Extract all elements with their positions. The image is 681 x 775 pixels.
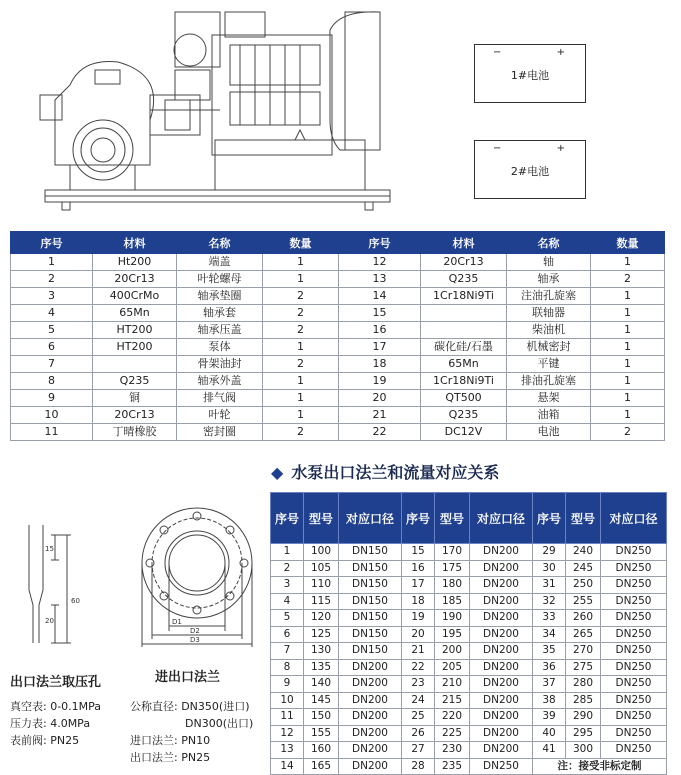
table-cell: 14 (339, 288, 421, 305)
table-cell: 2 (263, 322, 339, 339)
flange-caption: 进出口法兰 (155, 670, 221, 685)
table-cell: DN150 (339, 560, 402, 577)
table-cell: 27 (402, 742, 435, 759)
table-row (11, 288, 665, 305)
table-cell: 36 (533, 659, 566, 676)
table-cell: 140 (304, 676, 339, 693)
flange-drawing (130, 493, 270, 651)
table-cell: 1Cr18Ni9Ti (421, 288, 507, 305)
table-cell: 110 (304, 577, 339, 594)
table-cell: 1 (11, 254, 93, 271)
table-cell: 2 (263, 288, 339, 305)
table-cell: 37 (533, 676, 566, 693)
table-row (11, 373, 665, 390)
table-cell: 12 (271, 725, 304, 742)
battery-2 (474, 140, 586, 199)
table-cell: 1 (591, 356, 665, 373)
parts-table-header (11, 232, 665, 254)
spec-outlet-diameter: DN300(出口) (185, 717, 254, 730)
spec-gauge-valve: 表前阀: PN25 (10, 734, 80, 747)
table-cell: DN200 (339, 725, 402, 742)
table-cell: 柴油机 (507, 322, 591, 339)
table-row (271, 544, 667, 561)
table-cell: 185 (435, 593, 470, 610)
table-cell: 220 (435, 709, 470, 726)
table-cell: 25 (402, 709, 435, 726)
table-cell: 2 (263, 305, 339, 322)
table-cell: 泵体 (177, 339, 263, 356)
table-cell: 1 (591, 390, 665, 407)
table-cell: 18 (339, 356, 421, 373)
table-cell: DN250 (601, 643, 667, 660)
col-header-model: 型号 (566, 493, 601, 544)
table-cell: 2 (591, 424, 665, 441)
battery-label: 1#电池 (510, 69, 550, 82)
table-cell: 轴承套 (177, 305, 263, 322)
table-cell: Q235 (93, 373, 177, 390)
table-cell: 1 (263, 407, 339, 424)
dim-label: 15 (45, 545, 54, 553)
table-cell: 叶轮 (177, 407, 263, 424)
table-cell: 1 (591, 339, 665, 356)
table-cell: DN150 (339, 643, 402, 660)
table-cell: 39 (533, 709, 566, 726)
table-cell: DN200 (470, 742, 533, 759)
col-header-material: 材料 (421, 232, 507, 254)
table-cell: Q235 (421, 271, 507, 288)
table-cell: DN200 (470, 593, 533, 610)
table-cell: 端盖 (177, 254, 263, 271)
custom-note: 注：接受非标定制 (533, 758, 667, 775)
table-cell (421, 305, 507, 322)
table-cell: 10 (271, 692, 304, 709)
flow-table-header (271, 493, 667, 544)
table-cell: 295 (566, 725, 601, 742)
flange-flow-table (270, 492, 667, 775)
table-cell: 14 (271, 758, 304, 775)
col-header-caliber: 对应口径 (601, 493, 667, 544)
table-cell: 30 (533, 560, 566, 577)
table-cell: 4 (271, 593, 304, 610)
col-header-index: 序号 (271, 493, 304, 544)
table-cell: 1 (591, 407, 665, 424)
table-cell: DN200 (339, 758, 402, 775)
table-cell: DN200 (470, 725, 533, 742)
table-cell: 215 (435, 692, 470, 709)
table-row (271, 643, 667, 660)
table-cell (93, 356, 177, 373)
table-cell: 2 (11, 271, 93, 288)
table-cell: 20Cr13 (93, 271, 177, 288)
table-cell: 密封圈 (177, 424, 263, 441)
dim-label: D1 (172, 618, 182, 626)
table-cell: 115 (304, 593, 339, 610)
table-cell: 32 (533, 593, 566, 610)
battery-plus-icon: + (556, 47, 565, 58)
battery-minus-icon: − (493, 47, 502, 58)
table-cell: 280 (566, 676, 601, 693)
table-cell: 注油孔旋塞 (507, 288, 591, 305)
table-cell: 205 (435, 659, 470, 676)
table-cell: DN200 (470, 560, 533, 577)
table-row (11, 271, 665, 288)
table-cell: 1 (591, 322, 665, 339)
table-cell: DN200 (339, 709, 402, 726)
table-cell: 65Mn (421, 356, 507, 373)
table-cell: 21 (402, 643, 435, 660)
parts-table (10, 231, 665, 441)
col-header-caliber: 对应口径 (470, 493, 533, 544)
section-title (271, 460, 499, 483)
table-row (11, 322, 665, 339)
table-cell: 285 (566, 692, 601, 709)
battery-plus-icon: + (556, 143, 565, 154)
col-header-caliber: 对应口径 (339, 493, 402, 544)
spec-nominal-diameter: 公称直径: DN350(进口) (130, 700, 250, 713)
table-cell: 8 (11, 373, 93, 390)
col-header-index: 序号 (339, 232, 421, 254)
table-row (271, 725, 667, 742)
table-cell: 190 (435, 610, 470, 627)
table-cell: 排气阀 (177, 390, 263, 407)
col-header-index: 序号 (533, 493, 566, 544)
table-cell: 电池 (507, 424, 591, 441)
table-cell: 20Cr13 (421, 254, 507, 271)
col-header-name: 名称 (177, 232, 263, 254)
dim-label: 60 (71, 597, 80, 605)
table-cell: DN250 (470, 758, 533, 775)
table-cell: 290 (566, 709, 601, 726)
table-cell: 24 (402, 692, 435, 709)
table-cell: 150 (304, 709, 339, 726)
dim-label: 20 (45, 617, 54, 625)
table-row (271, 593, 667, 610)
table-cell: 1 (263, 271, 339, 288)
table-cell: 17 (402, 577, 435, 594)
table-cell: 1 (263, 254, 339, 271)
battery-minus-icon: − (493, 143, 502, 154)
table-cell: 丁晴橡胶 (93, 424, 177, 441)
table-cell: 轴承 (507, 271, 591, 288)
col-header-index: 序号 (11, 232, 93, 254)
table-cell: 1 (263, 390, 339, 407)
table-cell: DN150 (339, 577, 402, 594)
table-cell: DN200 (339, 676, 402, 693)
table-cell: 1 (263, 339, 339, 356)
table-cell: 5 (11, 322, 93, 339)
table-cell: 230 (435, 742, 470, 759)
table-cell: DN250 (601, 659, 667, 676)
table-cell: 2 (263, 424, 339, 441)
table-row (271, 742, 667, 759)
table-cell: 170 (435, 544, 470, 561)
table-cell: 22 (402, 659, 435, 676)
table-cell: 17 (339, 339, 421, 356)
col-header-quantity: 数量 (591, 232, 665, 254)
table-cell: 22 (339, 424, 421, 441)
table-cell: DN250 (601, 577, 667, 594)
table-cell: 5 (271, 610, 304, 627)
table-cell: DN250 (601, 610, 667, 627)
table-cell: 130 (304, 643, 339, 660)
col-header-index: 序号 (402, 493, 435, 544)
table-cell: 21 (339, 407, 421, 424)
table-cell: 15 (339, 305, 421, 322)
table-cell: 11 (11, 424, 93, 441)
table-cell: QT500 (421, 390, 507, 407)
table-cell: 4 (11, 305, 93, 322)
table-cell: 255 (566, 593, 601, 610)
table-cell: 65Mn (93, 305, 177, 322)
table-cell: 100 (304, 544, 339, 561)
table-cell: 1 (271, 544, 304, 561)
table-cell: DN150 (339, 610, 402, 627)
table-cell: 245 (566, 560, 601, 577)
pressure-hole-caption: 出口法兰取压孔 (10, 675, 102, 690)
dim-label: D3 (190, 636, 200, 644)
table-row (271, 676, 667, 693)
table-cell: 35 (533, 643, 566, 660)
table-cell: 排油孔旋塞 (507, 373, 591, 390)
table-cell: 20 (402, 626, 435, 643)
table-cell: DN200 (339, 742, 402, 759)
table-cell: 18 (402, 593, 435, 610)
table-cell: 38 (533, 692, 566, 709)
table-cell: 轴 (507, 254, 591, 271)
table-cell: 叶轮螺母 (177, 271, 263, 288)
table-cell: DN250 (601, 544, 667, 561)
table-cell: 270 (566, 643, 601, 660)
table-cell: 骨架油封 (177, 356, 263, 373)
table-cell: 225 (435, 725, 470, 742)
table-cell: 13 (339, 271, 421, 288)
table-cell: 260 (566, 610, 601, 627)
table-cell: 240 (566, 544, 601, 561)
table-cell: 轴承垫圈 (177, 288, 263, 305)
table-row (11, 407, 665, 424)
table-cell: DN200 (470, 626, 533, 643)
table-row (271, 659, 667, 676)
table-row (271, 692, 667, 709)
table-cell: 13 (271, 742, 304, 759)
table-row (11, 254, 665, 271)
table-cell: 7 (271, 643, 304, 660)
col-header-model: 型号 (304, 493, 339, 544)
table-cell: DN250 (601, 626, 667, 643)
table-row (271, 610, 667, 627)
table-cell: 34 (533, 626, 566, 643)
table-cell: 2 (263, 356, 339, 373)
table-cell: 19 (402, 610, 435, 627)
table-cell: 12 (339, 254, 421, 271)
table-cell: 33 (533, 610, 566, 627)
table-cell: DN200 (470, 676, 533, 693)
table-cell: 19 (339, 373, 421, 390)
table-cell: 275 (566, 659, 601, 676)
table-cell: DN200 (339, 692, 402, 709)
table-cell: DN200 (470, 610, 533, 627)
table-row (271, 577, 667, 594)
table-cell: 1Cr18Ni9Ti (421, 373, 507, 390)
spec-vacuum-gauge: 真空表: 0-0.1MPa (10, 700, 102, 713)
table-cell: 碳化硅/石墨 (421, 339, 507, 356)
table-cell: 28 (402, 758, 435, 775)
table-cell: 165 (304, 758, 339, 775)
table-cell: DN250 (601, 725, 667, 742)
table-cell: DN150 (339, 626, 402, 643)
table-cell: 悬架 (507, 390, 591, 407)
table-cell: 平键 (507, 356, 591, 373)
table-cell: 41 (533, 742, 566, 759)
table-cell: 40 (533, 725, 566, 742)
table-row (271, 758, 667, 775)
table-cell: DN250 (601, 692, 667, 709)
table-cell: 265 (566, 626, 601, 643)
table-cell: DN200 (470, 544, 533, 561)
table-cell: 11 (271, 709, 304, 726)
table-cell: HT200 (93, 322, 177, 339)
table-cell: 轴承外盖 (177, 373, 263, 390)
table-cell: 210 (435, 676, 470, 693)
table-cell: 135 (304, 659, 339, 676)
table-cell: 机械密封 (507, 339, 591, 356)
col-header-material: 材料 (93, 232, 177, 254)
table-cell: DN200 (470, 692, 533, 709)
pressure-hole-drawing (15, 515, 95, 655)
table-cell: 3 (11, 288, 93, 305)
table-cell: DC12V (421, 424, 507, 441)
table-cell: DN200 (470, 659, 533, 676)
table-cell: 9 (271, 676, 304, 693)
table-cell: 16 (339, 322, 421, 339)
table-cell: 轴承压盖 (177, 322, 263, 339)
table-cell: 160 (304, 742, 339, 759)
table-cell: 1 (591, 373, 665, 390)
table-cell: 300 (566, 742, 601, 759)
table-row (11, 305, 665, 322)
table-cell: 20 (339, 390, 421, 407)
table-cell: DN250 (601, 742, 667, 759)
table-cell: DN250 (601, 560, 667, 577)
table-cell: 油箱 (507, 407, 591, 424)
table-cell: 铜 (93, 390, 177, 407)
table-row (271, 626, 667, 643)
table-cell: Ht200 (93, 254, 177, 271)
table-cell: 155 (304, 725, 339, 742)
table-cell: 20Cr13 (93, 407, 177, 424)
table-cell: 120 (304, 610, 339, 627)
table-cell: 29 (533, 544, 566, 561)
spec-outlet-flange: 出口法兰: PN25 (130, 751, 211, 764)
dim-label: D2 (190, 627, 200, 635)
section-title-text: 水泵出口法兰和流量对应关系 (291, 463, 500, 482)
table-cell: DN150 (339, 593, 402, 610)
table-cell: 9 (11, 390, 93, 407)
table-cell (421, 322, 507, 339)
col-header-name: 名称 (507, 232, 591, 254)
table-cell: 1 (591, 254, 665, 271)
diamond-icon: ◆ (271, 463, 284, 482)
table-cell: 145 (304, 692, 339, 709)
table-cell: DN250 (601, 593, 667, 610)
col-header-quantity: 数量 (263, 232, 339, 254)
table-cell: Q235 (421, 407, 507, 424)
table-row (271, 709, 667, 726)
col-header-model: 型号 (435, 493, 470, 544)
table-cell: 7 (11, 356, 93, 373)
table-cell: 125 (304, 626, 339, 643)
table-cell: 175 (435, 560, 470, 577)
table-cell: 105 (304, 560, 339, 577)
table-cell: DN200 (470, 709, 533, 726)
table-row (11, 356, 665, 373)
table-row (11, 424, 665, 441)
table-cell: 250 (566, 577, 601, 594)
battery-1 (474, 44, 586, 103)
table-cell: 10 (11, 407, 93, 424)
table-cell: DN150 (339, 544, 402, 561)
table-cell: 180 (435, 577, 470, 594)
table-cell: DN250 (601, 709, 667, 726)
table-cell: 1 (263, 373, 339, 390)
table-cell: 6 (271, 626, 304, 643)
table-cell: DN200 (470, 577, 533, 594)
spec-pressure-gauge: 压力表: 4.0MPa (10, 717, 91, 730)
table-cell: 2 (591, 271, 665, 288)
table-row (271, 560, 667, 577)
table-cell: 8 (271, 659, 304, 676)
table-cell: 195 (435, 626, 470, 643)
table-row (11, 390, 665, 407)
table-cell: 3 (271, 577, 304, 594)
table-row (11, 339, 665, 356)
table-cell: HT200 (93, 339, 177, 356)
table-cell: 26 (402, 725, 435, 742)
table-cell: DN250 (601, 676, 667, 693)
battery-label: 2#电池 (510, 165, 550, 178)
spec-inlet-flange: 进口法兰: PN10 (130, 734, 211, 747)
table-cell: 16 (402, 560, 435, 577)
table-cell: 235 (435, 758, 470, 775)
table-cell: 联轴器 (507, 305, 591, 322)
table-cell: 23 (402, 676, 435, 693)
table-cell: 15 (402, 544, 435, 561)
table-cell: 1 (591, 288, 665, 305)
table-cell: 1 (591, 305, 665, 322)
table-cell: DN200 (470, 643, 533, 660)
table-cell: 31 (533, 577, 566, 594)
table-cell: 2 (271, 560, 304, 577)
table-cell: 400CrMo (93, 288, 177, 305)
table-cell: 200 (435, 643, 470, 660)
table-cell: 6 (11, 339, 93, 356)
table-cell: DN200 (339, 659, 402, 676)
